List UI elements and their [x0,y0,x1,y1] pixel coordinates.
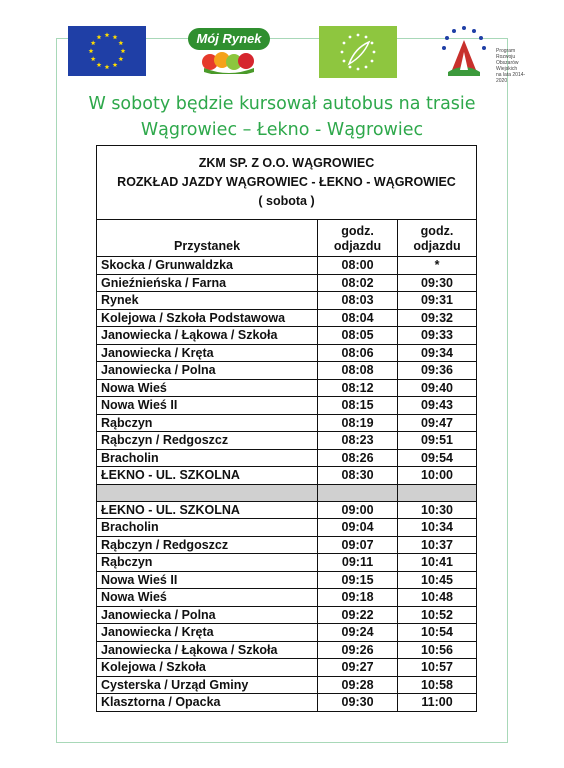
table-row [97,641,477,659]
table-row [97,327,477,345]
departure-time-2: 11:00 [398,694,477,712]
departure-time-1: 08:23 [318,432,398,450]
header-text: odjazdu [333,239,382,253]
table-row [97,606,477,624]
stop-name: Kolejowa / Szkoła Podstawowa [97,309,318,327]
departure-time-1: 08:30 [318,467,398,485]
rural-program-text [496,48,532,84]
departure-time-1: 08:06 [318,344,398,362]
eu-star-icon [91,56,96,61]
rural-text-line: na lata 2014-2020 [496,72,526,84]
stop-name: Janowiecka / Polna [97,362,318,380]
departure-time-1: 08:04 [318,309,398,327]
company-name: ZKM SP. Z O.O. WĄGROWIEC [198,156,375,170]
departure-time-1: 09:18 [318,589,398,607]
departure-time-2: 10:34 [398,519,477,537]
logo-bar [0,22,564,82]
table-row [97,676,477,694]
rural-text-line: Rozwoju [496,54,516,60]
departure-time-1: 09:27 [318,659,398,677]
eu-star-icon [121,48,126,53]
table-row [97,379,477,397]
table-row [97,519,477,537]
stop-name: Nowa Wieś [97,589,318,607]
header-text: godz. [341,224,374,238]
stop-name: Rynek [97,292,318,310]
eu-star-icon [113,35,118,40]
eu-star-icon [97,35,102,40]
departure-time-1: 09:28 [318,676,398,694]
stop-name: Nowa Wieś II [97,397,318,415]
departure-time-2: 10:58 [398,676,477,694]
column-header-departure-2 [398,220,477,257]
departure-time-2: 09:30 [398,274,477,292]
departure-time-1: 09:24 [318,624,398,642]
departure-time-1: 08:08 [318,362,398,380]
stop-name: Rąbczyn / Redgoszcz [97,432,318,450]
departure-time-2: 10:41 [398,554,477,572]
departure-time-2: 09:36 [398,362,477,380]
table-row [97,292,477,310]
departure-time-2: * [398,257,477,275]
departure-time-2: 10:48 [398,589,477,607]
moj-rynek-label: Mój Rynek [188,28,270,50]
section-separator-row [97,484,477,501]
departure-time-1: 08:00 [318,257,398,275]
eu-star-icon [91,40,96,45]
departure-time-2: 10:56 [398,641,477,659]
stop-name: Kolejowa / Szkoła [97,659,318,677]
bus-timetable [96,145,477,712]
departure-time-2: 09:43 [398,397,477,415]
table-row [97,467,477,485]
departure-time-2: 09:40 [398,379,477,397]
table-row [97,257,477,275]
departure-time-1: 09:11 [318,554,398,572]
departure-time-2: 09:51 [398,432,477,450]
stop-name: Skocka / Grunwaldzka [97,257,318,275]
stop-name: Nowa Wieś II [97,571,318,589]
eu-star-icon [97,62,102,67]
departure-time-1: 09:22 [318,606,398,624]
stop-name: Janowiecka / Łąkowa / Szkoła [97,327,318,345]
departure-time-1: 09:07 [318,536,398,554]
stop-name: Bracholin [97,519,318,537]
separator-cell [97,484,318,501]
table-row [97,589,477,607]
table-row [97,274,477,292]
stop-name: Janowiecka / Kręta [97,344,318,362]
stop-name: Janowiecka / Polna [97,606,318,624]
departure-time-2: 09:34 [398,344,477,362]
moj-rynek-logo [188,22,270,80]
eu-star-icon [118,56,123,61]
departure-time-2: 10:37 [398,536,477,554]
stop-name: Bracholin [97,449,318,467]
departure-time-2: 10:45 [398,571,477,589]
table-row [97,344,477,362]
stop-name: Gnieźnieńska / Farna [97,274,318,292]
departure-time-1: 08:05 [318,327,398,345]
rural-text-line: Obszarów [496,60,519,66]
table-row [97,362,477,380]
departure-time-1: 09:00 [318,501,398,519]
route-name: ROZKŁAD JAZDY WĄGROWIEC - ŁEKNO - WĄGROWIEC [117,175,456,189]
stop-name: Rąbczyn [97,554,318,572]
header-text: godz. [420,224,454,238]
eu-organic-leaf-icon [319,26,397,78]
departure-time-1: 09:15 [318,571,398,589]
rural-development-logo [434,22,494,82]
departure-time-2: 09:32 [398,309,477,327]
rural-text-line: Program [496,48,516,54]
stop-name: Janowiecka / Kręta [97,624,318,642]
stop-name: Cysterska / Urząd Gminy [97,676,318,694]
table-row [97,501,477,519]
headline-line-1: W soboty będzie kursował autobus na trasie [88,94,476,114]
departure-time-2: 10:00 [398,467,477,485]
stop-name: Rąbczyn / Redgoszcz [97,536,318,554]
table-row [97,659,477,677]
table-row [97,432,477,450]
departure-time-1: 08:02 [318,274,398,292]
fruit-basket-icon [200,50,258,74]
eu-star-icon [89,48,94,53]
departure-time-1: 09:30 [318,694,398,712]
departure-time-1: 08:19 [318,414,398,432]
headline-line-2: Wągrowiec – Łekno - Wągrowiec [140,120,424,140]
departure-time-1: 08:03 [318,292,398,310]
departure-time-2: 10:54 [398,624,477,642]
table-row [97,309,477,327]
departure-time-2: 09:54 [398,449,477,467]
stop-name: Klasztorna / Opacka [97,694,318,712]
departure-time-1: 09:04 [318,519,398,537]
table-row [97,397,477,415]
eu-star-icon [113,62,118,67]
stop-name: Rąbczyn [97,414,318,432]
departure-time-1: 09:26 [318,641,398,659]
eu-star-icon [105,64,110,69]
day-label: ( sobota ) [258,194,315,208]
table-row [97,414,477,432]
column-header-stop: Przystanek [97,220,318,257]
table-row [97,571,477,589]
departure-time-1: 08:26 [318,449,398,467]
table-row [97,449,477,467]
table-row [97,536,477,554]
eu-star-icon [118,40,123,45]
table-row [97,694,477,712]
departure-time-1: 08:12 [318,379,398,397]
departure-time-2: 09:47 [398,414,477,432]
eu-star-icon [105,32,110,37]
departure-time-2: 09:31 [398,292,477,310]
table-row [97,624,477,642]
departure-time-2: 10:57 [398,659,477,677]
separator-cell [318,484,398,501]
stop-name: Nowa Wieś [97,379,318,397]
table-row [97,554,477,572]
departure-time-2: 09:33 [398,327,477,345]
departure-time-1: 08:15 [318,397,398,415]
separator-cell [398,484,477,501]
stop-name: ŁEKNO - UL. SZKOLNA [97,501,318,519]
timetable-header [97,146,477,220]
column-header-departure-1 [318,220,398,257]
eu-flag-icon [68,26,146,76]
departure-time-2: 10:30 [398,501,477,519]
header-text: odjazdu [413,239,461,253]
departure-time-2: 10:52 [398,606,477,624]
stop-name: Janowiecka / Łąkowa / Szkoła [97,641,318,659]
stop-name: ŁEKNO - UL. SZKOLNA [97,467,318,485]
rural-text-line: Wiejskich [496,66,518,72]
